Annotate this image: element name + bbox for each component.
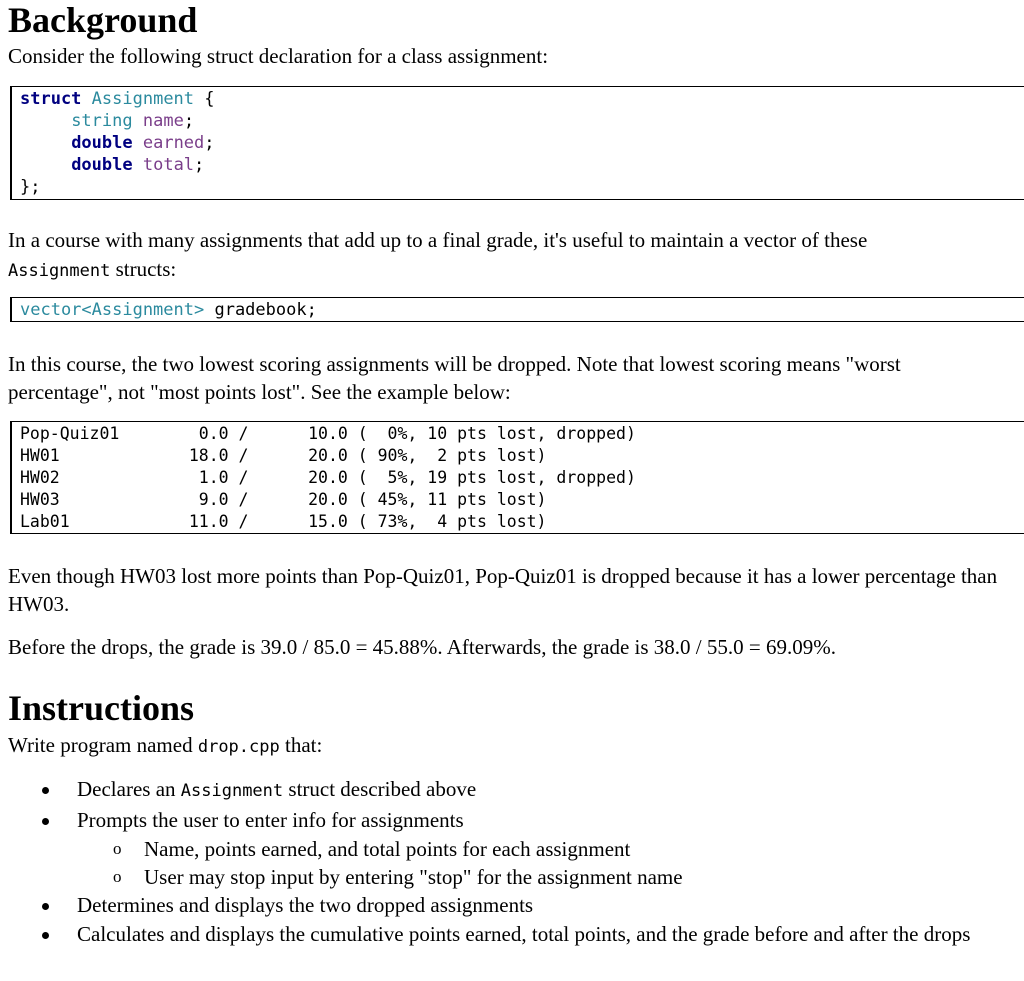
bullet-text-end: struct described above — [283, 777, 477, 801]
code-close-brace: }; — [20, 177, 41, 197]
code-semicolon: ; — [194, 155, 205, 175]
sub-bullet-text: User may stop input by entering "stop" for the assignment name — [144, 865, 683, 889]
vector-intro-text-end: structs: — [110, 257, 177, 281]
code-vector-name: gradebook; — [204, 300, 317, 320]
example-row: Pop-Quiz01 0.0 / 10.0 ( 0%, 10 pts lost, dropped) — [20, 424, 636, 443]
example-row: HW02 1.0 / 20.0 ( 5%, 19 pts lost, dropped) — [20, 468, 636, 487]
struct-code-block — [10, 86, 1024, 200]
drop-rule-paragraph: In this course, the two lowest scoring assignments will be dropped. Note that lowest scoring means "worst percentage", not "most points lost". See the example below: — [8, 352, 901, 404]
code-vector-type: vector<Assignment> — [20, 300, 205, 320]
bullet-text: Declares an — [77, 777, 181, 801]
code-struct-name: Assignment — [91, 89, 195, 109]
example-output-block — [10, 421, 1024, 534]
inline-code-filename: drop.cpp — [197, 737, 280, 757]
instructions-intro-text-end: that: — [279, 733, 323, 757]
instructions-intro-text: Write program named — [8, 733, 198, 757]
sub-bullet-text: Name, points earned, and total points for each assignment — [144, 837, 631, 861]
background-intro: Consider the following struct declaration for a class assignment: — [8, 44, 549, 68]
code-field-name: total — [142, 155, 195, 175]
list-item — [0, 920, 1010, 949]
bullet-text: Prompts the user to enter info for assignments — [77, 808, 464, 832]
code-field-name: name — [142, 111, 184, 131]
code-field-name: earned — [142, 133, 205, 153]
inline-code-assignment: Assignment — [8, 261, 111, 281]
code-open-brace: { — [194, 89, 215, 109]
list-item — [0, 775, 1010, 806]
code-semicolon: ; — [183, 111, 195, 131]
vector-code-block — [10, 297, 1024, 322]
bullet-dot-icon — [42, 787, 49, 794]
example-row: HW03 9.0 / 20.0 ( 45%, 11 pts lost) — [20, 490, 547, 509]
instructions-list — [0, 775, 1010, 949]
sub-bullet-circle-icon: o — [113, 867, 122, 886]
example-row: Lab01 11.0 / 15.0 ( 73%, 4 pts lost) — [20, 512, 547, 531]
bullet-dot-icon — [42, 903, 49, 910]
grade-paragraph: Before the drops, the grade is 39.0 / 85.0 = 45.88%. Afterwards, the grade is 38.0 / 55.0 = 69.09%. — [8, 635, 836, 659]
example-row: HW01 18.0 / 20.0 ( 90%, 2 pts lost) — [20, 446, 547, 465]
inline-code-assignment: Assignment — [180, 781, 284, 801]
sub-bullet-circle-icon: o — [113, 839, 122, 858]
code-field-type: double — [71, 133, 133, 153]
vector-intro-paragraph — [8, 226, 998, 286]
sub-list-item — [77, 863, 1010, 891]
background-heading: Background — [8, 0, 198, 40]
bullet-text: Determines and displays the two dropped assignments — [77, 893, 534, 917]
explanation-paragraph: Even though HW03 lost more points than Pop-Quiz01, Pop-Quiz01 is dropped because it has a lower percentage than HW03. — [8, 564, 998, 616]
list-item — [0, 891, 1010, 920]
bullet-text: Calculates and displays the cumulative points earned, total points, and the grade before and after the drops — [77, 922, 971, 946]
bullet-dot-icon — [42, 818, 49, 825]
instructions-heading: Instructions — [8, 688, 195, 728]
sub-list-item — [77, 835, 1010, 863]
sub-list — [77, 835, 1010, 891]
code-field-type: string — [71, 111, 133, 131]
code-semicolon: ; — [204, 133, 215, 153]
bullet-dot-icon — [42, 932, 49, 939]
code-field-type: double — [71, 155, 133, 175]
vector-intro-text: In a course with many assignments that add up to a final grade, it's useful to maintain a vector of these — [8, 228, 868, 252]
list-item — [0, 806, 1010, 891]
instructions-intro — [8, 731, 998, 761]
code-keyword-struct: struct — [20, 89, 82, 109]
